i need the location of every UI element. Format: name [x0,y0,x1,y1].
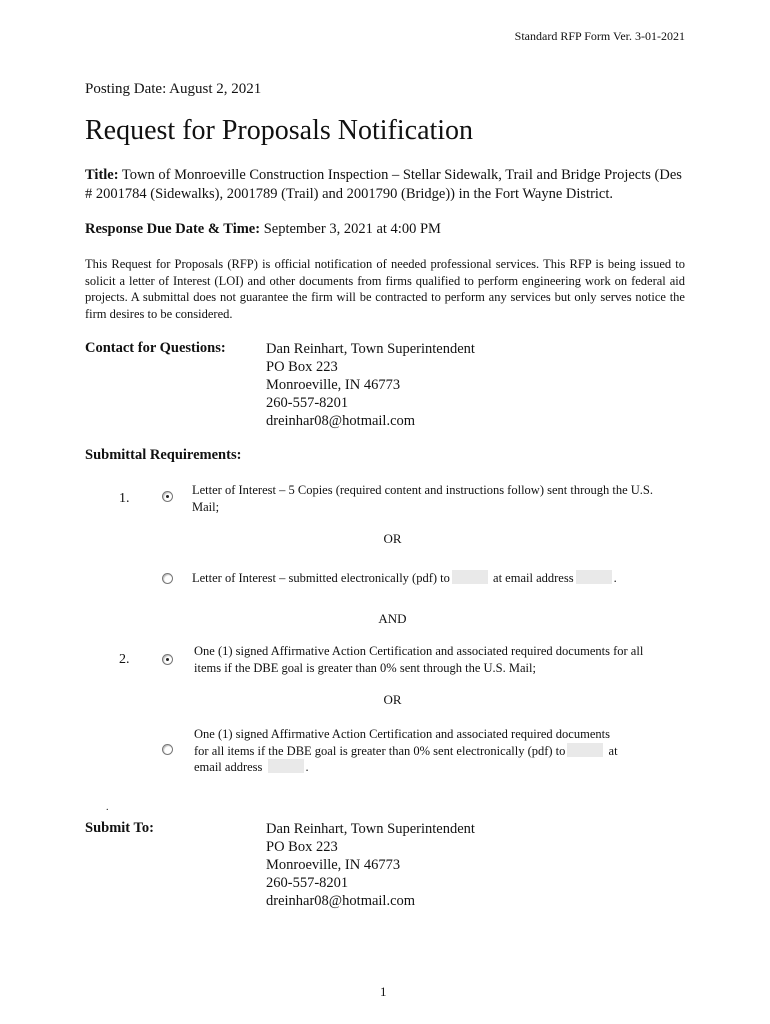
contact-po-box: PO Box 223 [266,359,338,375]
submittal-label: Submittal Requirements: [85,447,242,463]
item1-number: 1. [119,491,130,506]
submit-to-name: Dan Reinhart, Town Superintendent [266,821,475,837]
contact-name: Dan Reinhart, Town Superintendent [266,341,475,357]
item2-mail-option: One (1) signed Affirmative Action Certification and associated required documents for all items if the DBE goal is greater than 0% sent through the U.S. Mail; [194,644,644,675]
submit-to-label: Submit To: [85,820,154,836]
item2-number: 2. [119,652,130,667]
item2-email-line3-end: . [305,760,309,774]
item2-email-line2 [194,743,672,760]
submit-to-phone: 260-557-8201 [266,875,349,891]
item2-email-radio[interactable] [162,744,173,755]
item2-email-field[interactable] [268,759,304,773]
response-due-label: Response Due Date & Time: [85,221,261,237]
item1-email-radio[interactable] [162,573,173,584]
rfp-title-text: Town of Monroeville Construction Inspection – Stellar Sidewalk, Trail and Bridge Projects (Des # 2001784 (Sidewalks), 2001789 (Trail) and 2001790 (Bridge)) in the Fort Wayne District. [85,167,682,202]
item2-email-line1: One (1) signed Affirmative Action Certification and associated required documents [194,727,610,741]
stray-mark: . [106,802,109,813]
contact-label: Contact for Questions: [85,340,226,356]
posting-date: Posting Date: August 2, 2021 [85,81,262,97]
contact-address-block [266,340,475,430]
item1-mail-option: Letter of Interest – 5 Copies (required content and instructions follow) sent through the U.S. Mail; [192,483,654,514]
response-due [85,221,441,238]
contact-city: Monroeville, IN 46773 [266,377,401,393]
item1-email-end: . [613,571,617,585]
submit-to-email: dreinhar08@hotmail.com [266,893,416,909]
item1-recipient-field[interactable] [452,570,488,584]
submit-to-city: Monroeville, IN 46773 [266,857,401,873]
item2-email-line2-prefix: for all items if the DBE goal is greater than 0% sent electronically (pdf) to [194,743,566,758]
item1-email-field[interactable] [576,570,612,584]
or-separator-2: OR [383,692,402,707]
page-number: 1 [380,984,387,999]
contact-phone: 260-557-8201 [266,395,349,411]
page-title: Request for Proposals Notification [85,115,474,146]
contact-email: dreinhar08@hotmail.com [266,413,416,429]
form-version: Standard RFP Form Ver. 3-01-2021 [514,29,685,43]
item1-email-prefix: Letter of Interest – submitted electronically (pdf) to [192,571,450,585]
item2-email-option [194,726,672,776]
item2-mail-radio[interactable] [162,654,173,665]
submit-to-address-block [266,820,475,910]
item2-email-line3-prefix: email address [194,760,263,774]
and-separator: AND [378,611,407,626]
response-due-value: September 3, 2021 at 4:00 PM [260,221,441,237]
rfp-title [85,166,690,203]
or-separator-1: OR [383,531,402,546]
rfp-title-label: Title: [85,167,119,183]
item2-email-line3 [194,759,672,776]
intro-paragraph: This Request for Proposals (RFP) is official notification of needed professional services. This RFP is being issued to solicit a letter of Interest (LOI) and other documents from firms qualified to perform engineering work on federal aid projects. A submittal does not guarantee the firm will be contracted to perform any services but only serves notice the firm desires to be considered. [85,257,685,321]
item1-email-mid: at email address [489,571,574,585]
item1-mail-radio[interactable] [162,491,173,502]
item2-email-line2-suffix: at [605,743,618,758]
item1-email-option [192,570,672,587]
submit-to-po-box: PO Box 223 [266,839,338,855]
item2-recipient-field[interactable] [567,743,603,757]
